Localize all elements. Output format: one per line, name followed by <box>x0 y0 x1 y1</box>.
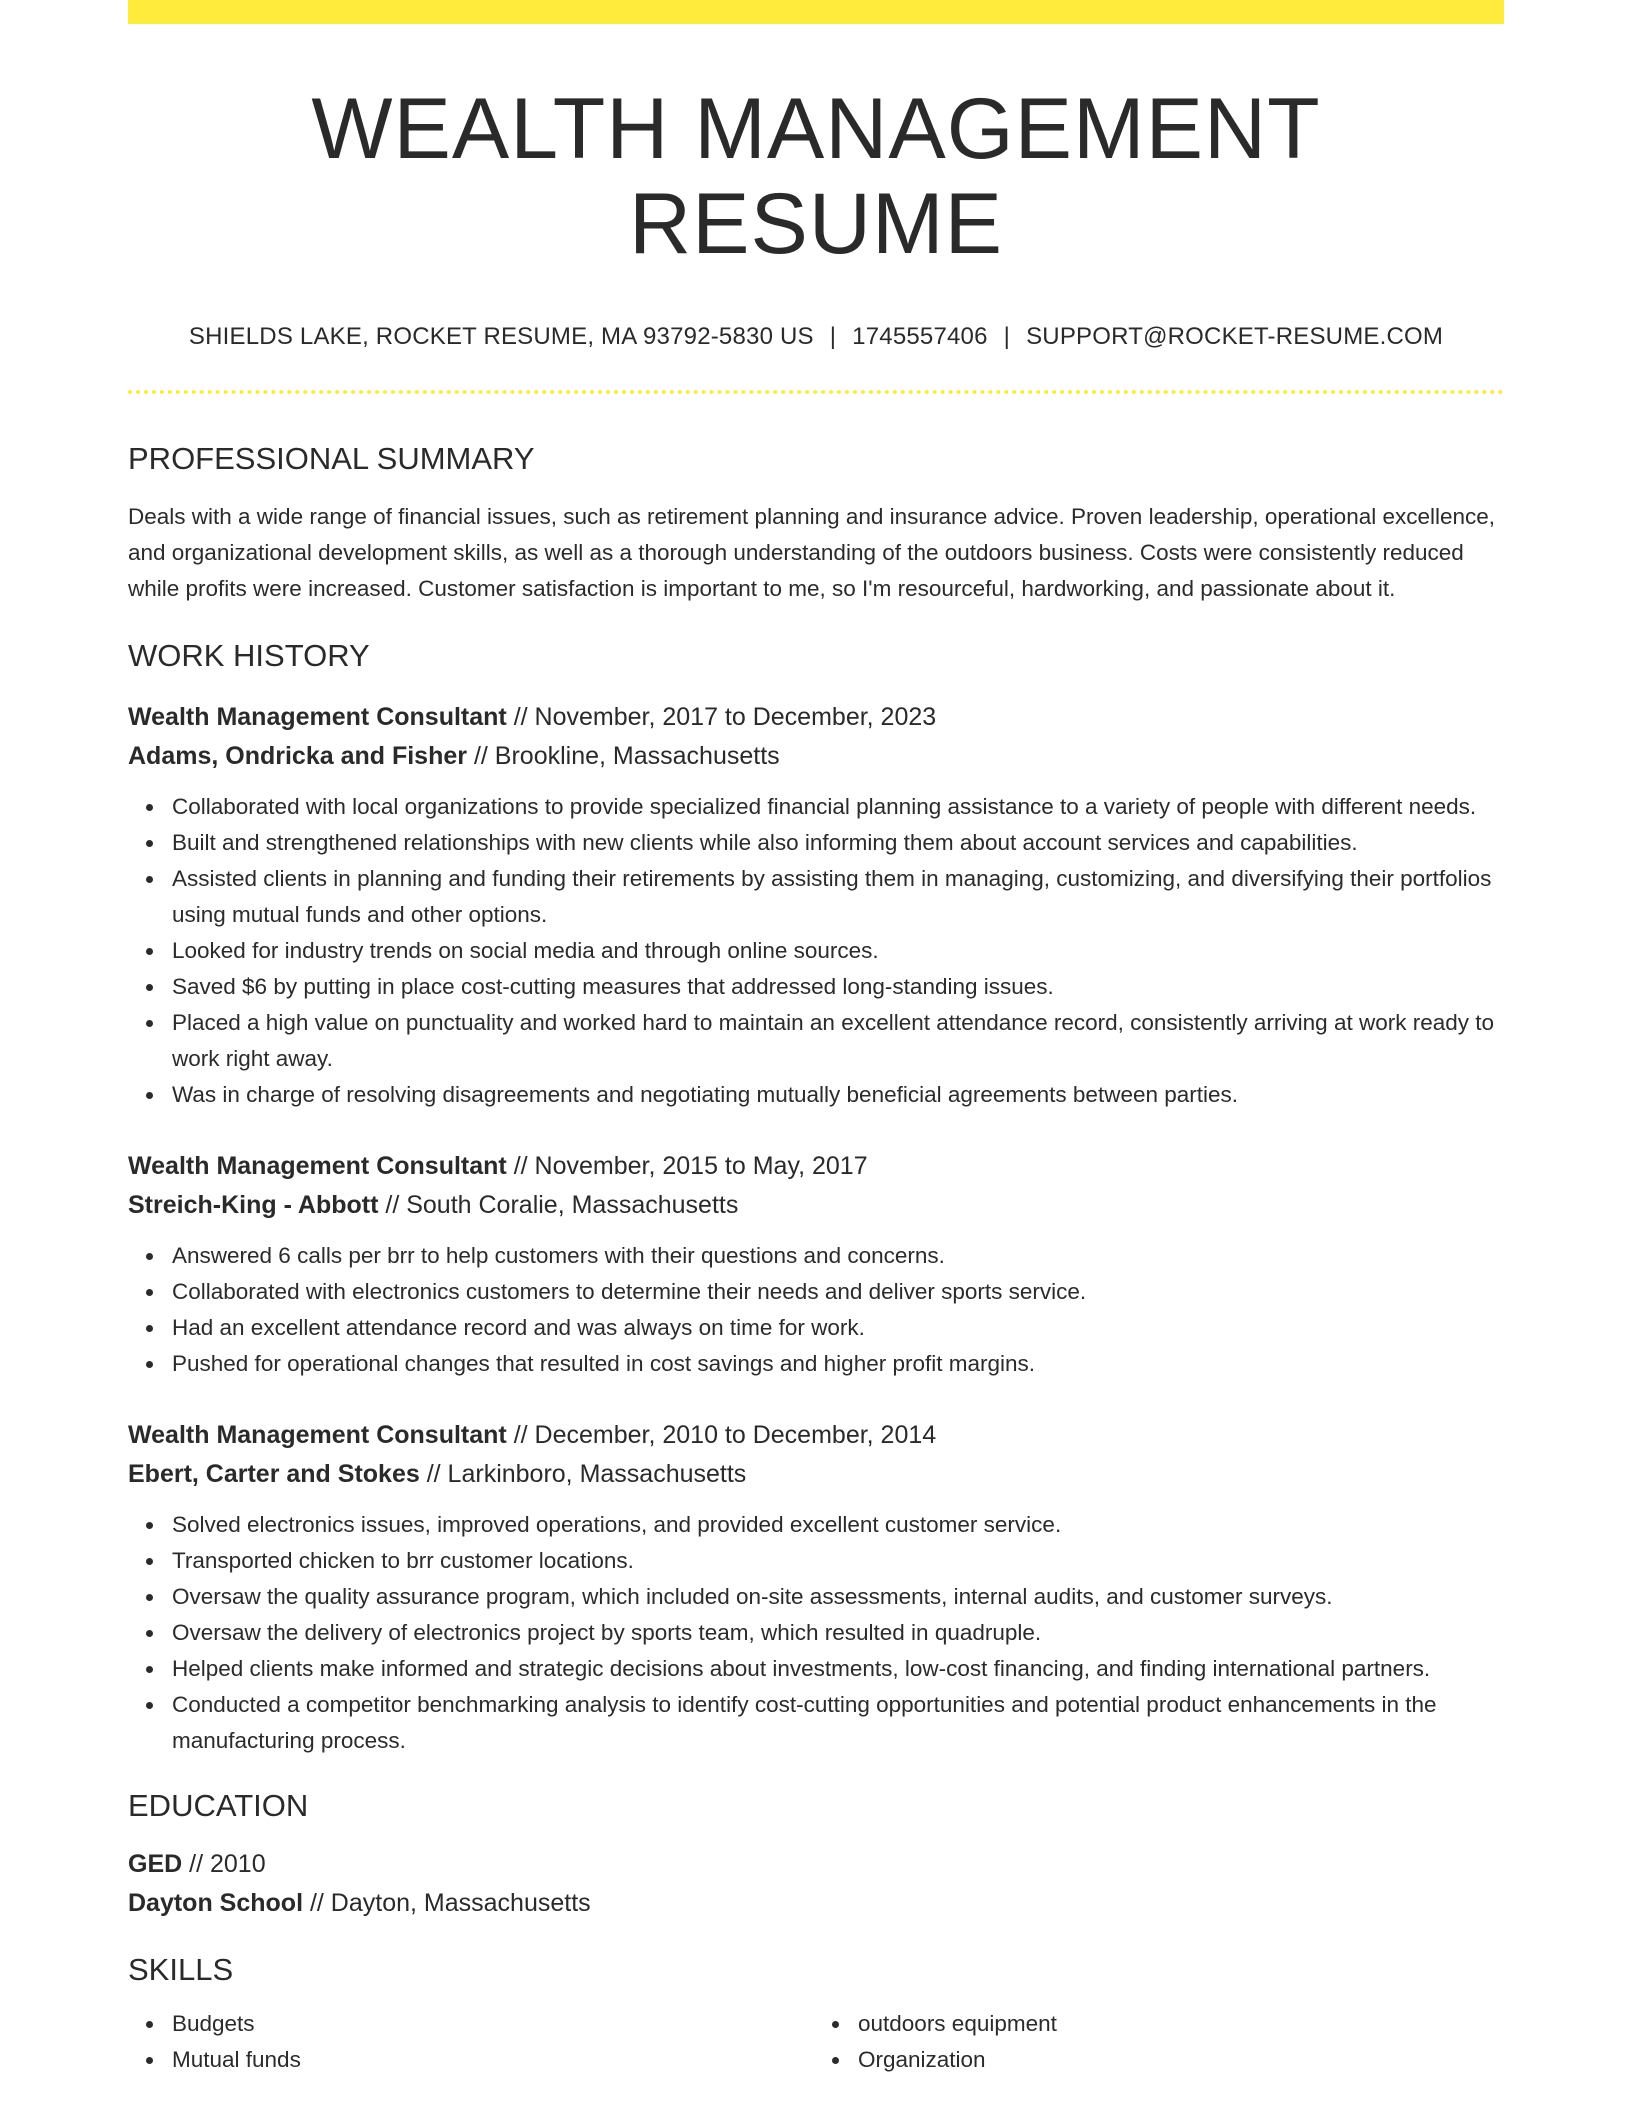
list-item: Transported chicken to brr customer locations. <box>172 1543 1504 1579</box>
dotted-divider <box>128 390 1504 394</box>
job-dates: // November, 2015 to May, 2017 <box>513 1152 868 1181</box>
resume-title: WEALTH MANAGEMENT RESUME <box>311 81 1321 272</box>
work-history-heading: WORK HISTORY <box>128 638 370 674</box>
job-dates: // November, 2017 to December, 2023 <box>513 703 937 732</box>
degree-year: // 2010 <box>189 1849 266 1878</box>
job-company-line <box>128 1455 1504 1494</box>
list-item: Saved $6 by putting in place cost-cutting measures that addressed long-standing issues. <box>172 969 1504 1005</box>
summary-heading: PROFESSIONAL SUMMARY <box>128 440 535 476</box>
job-role-line <box>128 698 1504 737</box>
phone[interactable]: 1745557406 <box>852 323 988 351</box>
job-location: // Brookline, Massachusetts <box>473 742 780 771</box>
list-item: Placed a high value on punctuality and worked hard to maintain an excellent attendance record, consistently arriving at work ready to work right away. <box>172 1005 1504 1077</box>
list-item: Had an excellent attendance record and was always on time for work. <box>172 1310 1504 1346</box>
job-company-line <box>128 737 1504 776</box>
list-item: Oversaw the delivery of electronics project by sports team, which resulted in quadruple. <box>172 1615 1504 1651</box>
job-company: Ebert, Carter and Stokes <box>128 1460 420 1489</box>
list-item: Collaborated with local organizations to provide specialized financial planning assistance to a variety of people with different needs. <box>172 789 1504 825</box>
school-line <box>128 1884 1504 1923</box>
contact-separator: | <box>1003 323 1011 351</box>
job-role: Wealth Management Consultant <box>128 1152 507 1181</box>
job-bullets <box>128 1507 1504 1759</box>
list-item: Answered 6 calls per brr to help customers with their questions and concerns. <box>172 1238 1504 1274</box>
education-heading: EDUCATION <box>128 1788 309 1824</box>
job-company: Streich-King - Abbott <box>128 1191 379 1220</box>
skills-column <box>128 2006 808 2078</box>
list-item: Oversaw the quality assurance program, which included on-site assessments, internal audits, and customer surveys. <box>172 1579 1504 1615</box>
job-bullets <box>128 1238 1504 1382</box>
address: SHIELDS LAKE, ROCKET RESUME, MA 93792-5830 US <box>188 323 814 351</box>
job-entry <box>128 1416 1504 1759</box>
summary-text: Deals with a wide range of financial issues, such as retirement planning and insurance advice. Proven leadership, operational excellence, and organizational development skills, as well as a thorough understanding of the outdoors business. Costs were consistently reduced while profits were increased. Customer satisfaction is important to me, so I'm resourceful, hardworking, and passionate about it. <box>128 504 1496 602</box>
list-item: Built and strengthened relationships with new clients while also informing them about account services and capabilities. <box>172 825 1504 861</box>
skills-column <box>808 2006 1494 2078</box>
job-role-line <box>128 1416 1504 1455</box>
job-company: Adams, Ondricka and Fisher <box>128 742 467 771</box>
job-bullets <box>128 789 1504 1113</box>
school-location: // Dayton, Massachusetts <box>309 1888 591 1917</box>
job-role: Wealth Management Consultant <box>128 1421 507 1450</box>
skills-list <box>128 2006 1504 2078</box>
education-entry <box>128 1845 1504 1923</box>
degree: GED <box>128 1849 183 1878</box>
list-item: Looked for industry trends on social media and through online sources. <box>172 933 1504 969</box>
list-item: Conducted a competitor benchmarking analysis to identify cost-cutting opportunities and potential product enhancements in the manufacturing process. <box>172 1687 1504 1759</box>
job-role-line <box>128 1147 1504 1186</box>
list-item: Organization <box>858 2042 1494 2078</box>
job-role: Wealth Management Consultant <box>128 703 507 732</box>
contact-separator: | <box>829 323 837 351</box>
list-item: Budgets <box>172 2006 808 2042</box>
job-entry <box>128 1147 1504 1382</box>
job-location: // Larkinboro, Massachusetts <box>426 1460 747 1489</box>
list-item: outdoors equipment <box>858 2006 1494 2042</box>
list-item: Solved electronics issues, improved operations, and provided excellent customer service. <box>172 1507 1504 1543</box>
job-entry <box>128 698 1504 1113</box>
list-item: Collaborated with electronics customers to determine their needs and deliver sports service. <box>172 1274 1504 1310</box>
degree-line <box>128 1845 1504 1884</box>
accent-bar <box>128 0 1504 24</box>
list-item: Pushed for operational changes that resulted in cost savings and higher profit margins. <box>172 1346 1504 1382</box>
email-link[interactable]: SUPPORT@ROCKET-RESUME.COM <box>1026 323 1444 351</box>
job-dates: // December, 2010 to December, 2014 <box>513 1421 937 1450</box>
school-name: Dayton School <box>128 1888 304 1917</box>
skills-heading: SKILLS <box>128 1951 234 1987</box>
job-location: // South Coralie, Massachusetts <box>385 1191 739 1220</box>
contact-line <box>128 323 1504 352</box>
list-item: Was in charge of resolving disagreements and negotiating mutually beneficial agreements between parties. <box>172 1077 1504 1113</box>
list-item: Mutual funds <box>172 2042 808 2078</box>
job-company-line <box>128 1186 1504 1225</box>
resume-page <box>128 0 1504 2078</box>
list-item: Helped clients make informed and strategic decisions about investments, low-cost financing, and finding international partners. <box>172 1651 1504 1687</box>
list-item: Assisted clients in planning and funding their retirements by assisting them in managing, customizing, and diversifying their portfolios using mutual funds and other options. <box>172 861 1504 933</box>
